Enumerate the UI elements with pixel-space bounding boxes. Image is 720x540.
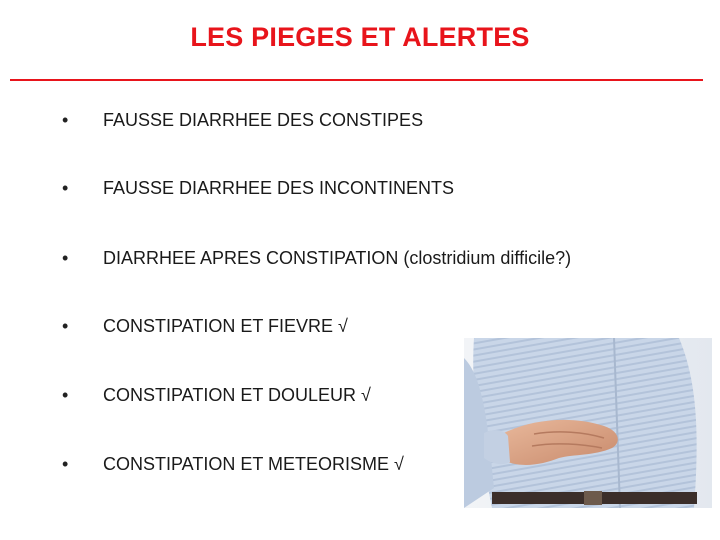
bullet-item	[0, 176, 700, 206]
bullet-item	[0, 246, 700, 276]
bullet-dot: •	[62, 248, 69, 268]
bullet-text: FAUSSE DIARRHEE DES CONSTIPES	[103, 110, 424, 130]
bullet-text: CONSTIPATION ET FIEVRE √	[103, 316, 348, 336]
bullet-text: CONSTIPATION ET DOULEUR √	[103, 385, 371, 405]
bullet-dot: •	[62, 110, 69, 130]
abdominal-pain-photo	[464, 338, 712, 508]
bullet-text: CONSTIPATION ET METEORISME √	[103, 454, 404, 474]
bullet-dot: •	[62, 385, 69, 405]
title-underline	[10, 79, 703, 81]
person-holding-belly-illustration	[464, 338, 712, 508]
bullet-item	[0, 108, 700, 138]
bullet-dot: •	[62, 316, 69, 336]
bullet-text: DIARRHEE APRES CONSTIPATION (clostridium difficile?)	[103, 248, 572, 268]
bullet-dot: •	[62, 454, 69, 474]
bullet-text: FAUSSE DIARRHEE DES INCONTINENTS	[103, 178, 455, 198]
bullet-dot: •	[62, 178, 69, 198]
slide-title: LES PIEGES ET ALERTES	[190, 22, 530, 52]
